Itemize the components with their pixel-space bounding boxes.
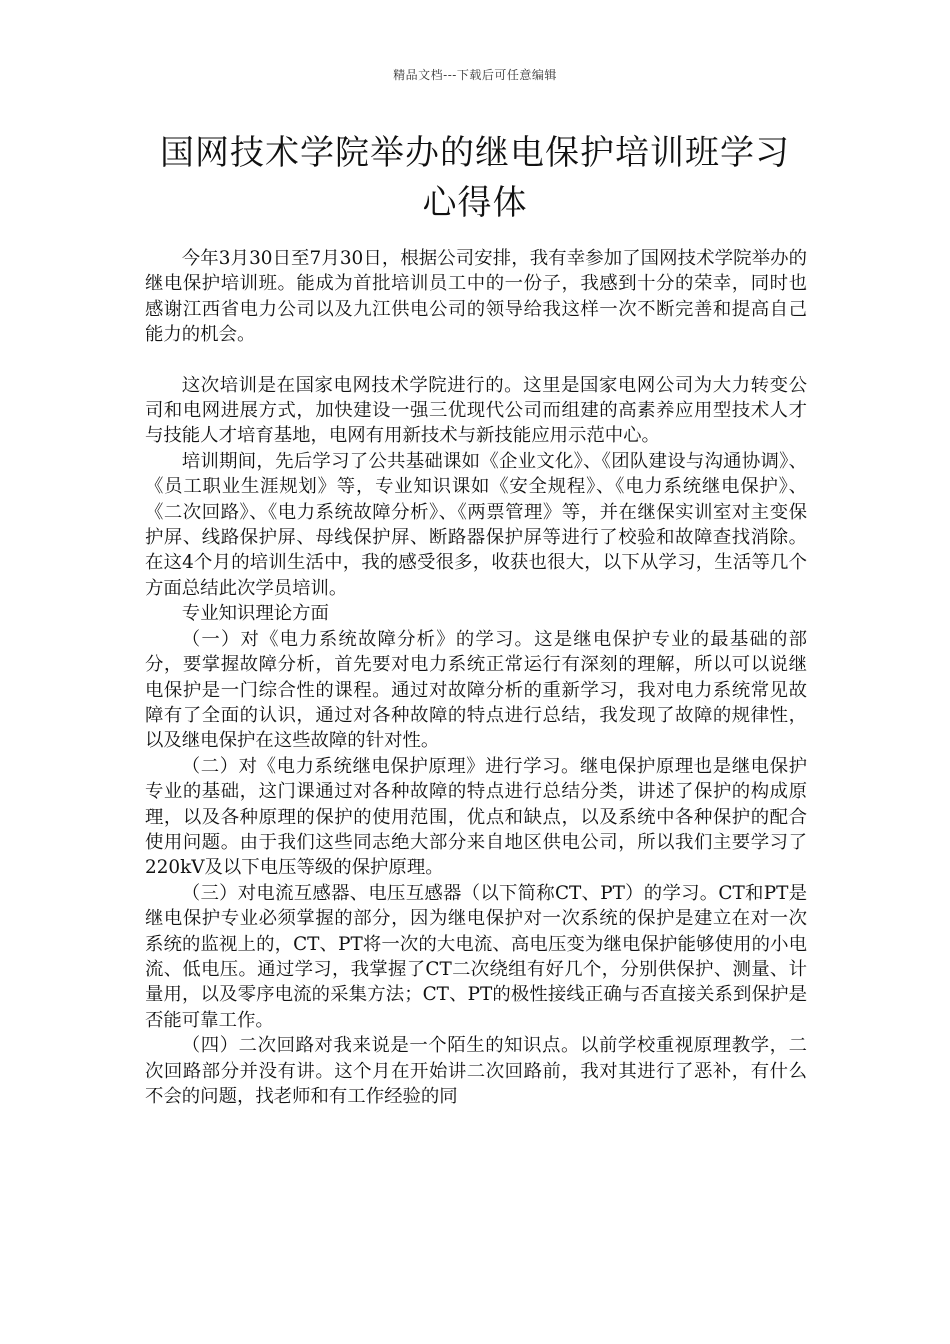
paragraph-secondary-circuit: （四）二次回路对我来说是一个陌生的知识点。以前学校重视原理教学，二次回路部分并没有讲。这个月在开始讲二次回路前，我对其进行了恶补，有什么不会的问题，找老师和有工作经验的同: [145, 1035, 807, 1107]
paragraph-training-courses: 培训期间，先后学习了公共基础课如《企业文化》、《团队建设与沟通协调》、《员工职业生涯规划》等，专业知识课如《安全规程》、《电力系统继电保护》、《二次回路》、《电力系统故障分析》、《两票管理》等，并在继保实训室对主变保护屏、线路保护屏、母线保护屏、断路器保护屏等进行了校验和故障查找消除。在这4个月的培训生活中，我的感受很多，收获也很大，以下从学习，生活等几个方面总结此次学员培训。: [145, 450, 807, 599]
paragraph-protection-principle: （二）对《电力系统继电保护原理》进行学习。继电保护原理也是继电保护专业的基础，这门课通过对各种故障的特点进行总结分类，讲述了保护的构成原理，以及各种原理的保护的使用范围，优点和缺点，以及系统中各种保护的配合使用问题。由于我们这些同志绝大部分来自地区供电公司，所以我们主要学习了220kV及以下电压等级的保护原理。: [145, 755, 807, 879]
paragraph-training-location: 这次培训是在国家电网技术学院进行的。这里是国家电网公司为大力转变公司和电网进展方式，加快建设一强三优现代公司而组建的高素养应用型技术人才与技能人才培育基地，电网有用新技术与新技能应用示范中心。: [145, 374, 807, 447]
paragraph-ct-pt: （三）对电流互感器、电压互感器（以下简称CT、PT）的学习。CT和PT是继电保护专业必须掌握的部分，因为继电保护对一次系统的保护是建立在对一次系统的监视上的，CT、PT将一次的大电流、高电压变为继电保护能够使用的小电流、低电压。通过学习，我掌握了CT二次绕组有好几个，分别供保护、测量、计量用，以及零序电流的采集方法；CT、PT的极性接线正确与否直接关系到保护是否能可靠工作。: [145, 882, 807, 1031]
paragraph-fault-analysis: （一）对《电力系统故障分析》的学习。这是继电保护专业的最基础的部分，要掌握故障分析，首先要对电力系统正常运行有深刻的理解，所以可以说继电保护是一门综合性的课程。通过对故障分析的重新学习，我对电力系统常见故障有了全面的认识，通过对各种故障的特点进行总结，我发现了故障的规律性，以及继电保护在这些故障的针对性。: [145, 628, 807, 752]
header-note: 精品文档---下载后可任意编辑: [393, 68, 557, 82]
document-title: 国网技术学院举办的继电保护培训班学习心得体: [160, 133, 790, 223]
paragraph-intro: 今年3月30日至7月30日，根据公司安排，我有幸参加了国网技术学院举办的继电保护培训班。能成为首批培训员工中的一份子，我感到十分的荣幸，同时也感谢江西省电力公司以及九江供电公司的领导给我这样一次不断完善和提高自己能力的机会。: [145, 248, 807, 346]
document-body: [145, 246, 807, 1109]
section-heading-theory: 专业知识理论方面: [181, 603, 329, 625]
